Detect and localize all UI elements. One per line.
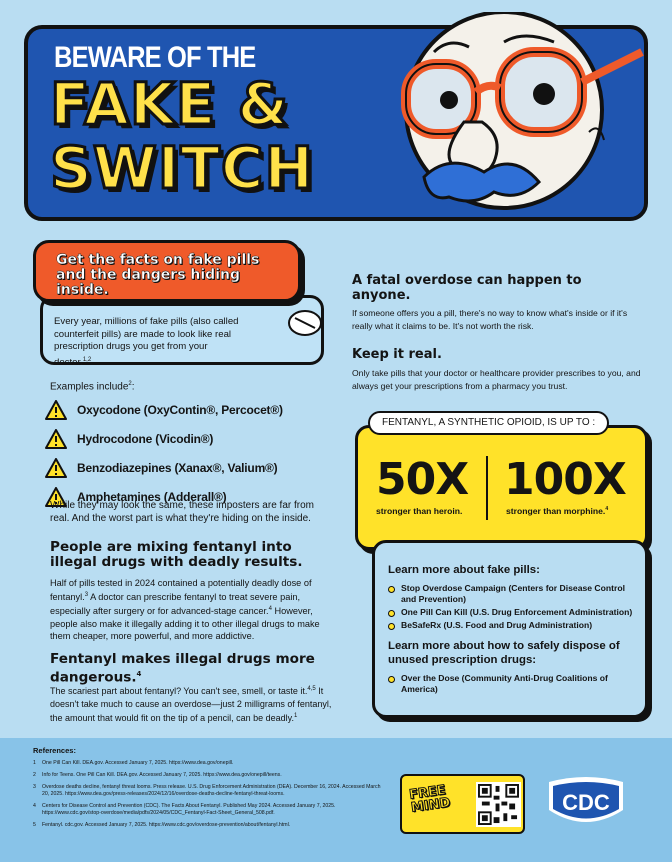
free-mind-logo: [400, 774, 525, 834]
disposal-resources: [388, 673, 633, 695]
fake-heading: FAKE &: [50, 70, 290, 138]
references-list: [33, 760, 383, 834]
fentanyl-strength-box: [355, 425, 648, 550]
disguised-pill-face-illustration: [354, 12, 644, 222]
examples-label: Examples include$^2$:: [50, 381, 135, 393]
learn-disposal-heading: Learn more about how to safely dispose of unused prescription drugs:: [388, 640, 620, 666]
reference-item: 4 Centers for Disease Control and Prevention (CDC). The Facts About Fentanyl. Published May 2024. Accessed January 7, 2025. https://www.cdc.gov/stop-overdose/media/pdfs/2024/05/CDC_Fentanyl-Fact-Sheet_General_508.pdf.: [33, 803, 336, 816]
keep-real-text: Only take pills that your doctor or healthcare provider prescribes to you, and always get your prescriptions from a pharmacy you trust.: [352, 368, 641, 391]
learn-fake-pills-heading: Learn more about fake pills:: [388, 564, 540, 576]
learn-more-box: [372, 540, 648, 718]
warning-icon: [45, 458, 67, 478]
mixing-heading: People are mixing fentanyl into illegal drugs with deadly results.: [50, 539, 303, 570]
example-drug: Benzodiazepines (Xanax®, Valium®): [77, 460, 278, 475]
examples-list: [45, 395, 283, 511]
morphine-label: stronger than morphine.$^4$: [506, 506, 609, 516]
resource-link[interactable]: Over the Dose (Community Anti-Drug Coalitions of America): [388, 673, 633, 695]
cdc-logo-text: CDC: [562, 790, 610, 815]
imposter-text: While they may look the same, these imposters are far from real. And the worst part is what they're hiding on the inside.: [50, 500, 314, 524]
fentanyl-strength-tag: FENTANYL, A SYNTHETIC OPIOID, IS UP TO :: [368, 411, 609, 435]
dangerous-text: The scariest part about fentanyl? You can't see, smell, or taste it.$^{4,5}$ It doesn't take much to cause an overdose—just 2 milligrams of fentanyl, the amount that would fit on the tip of a pencil, can be deadly.$^1$: [50, 686, 332, 723]
keep-real-heading: Keep it real.: [352, 347, 442, 362]
fake-pills-resources: [388, 583, 633, 631]
footer: [0, 738, 672, 862]
heroin-label: stronger than heroin.: [376, 506, 463, 516]
divider: [486, 456, 488, 520]
list-item: [45, 453, 283, 482]
beware-heading: BEWARE OF THE: [54, 41, 256, 74]
reference-item: 1 One Pill Can Kill. DEA.gov. Accessed January 7, 2025. https://www.dea.gov/onepill.: [33, 760, 234, 766]
resource-link[interactable]: One Pill Can Kill (U.S. Drug Enforcement Administration): [388, 607, 633, 618]
heroin-multiplier: 50X: [376, 454, 469, 505]
example-drug: Oxycodone (OxyContin®, Percocet®): [77, 402, 283, 417]
reference-item: 5 Fentanyl. cdc.gov. Accessed January 7, 2025. https://www.cdc.gov/overdose-prevention/about/fentanyl.html.: [33, 822, 291, 828]
resource-link[interactable]: BeSafeRx (U.S. Food and Drug Administration): [388, 620, 633, 631]
pill-icon: [287, 308, 323, 338]
facts-callout-title: Get the facts on fake pills and the dangers hiding inside.: [56, 252, 260, 298]
facts-callout: [33, 240, 301, 302]
dangerous-heading: Fentanyl makes illegal drugs more dangerous.$^4$: [50, 651, 315, 686]
fatal-text: If someone offers you a pill, there's no way to know what's inside or if it's really what it claims to be. It's not worth the risk.: [352, 308, 628, 331]
morphine-multiplier: 100X: [504, 454, 626, 505]
fatal-heading: A fatal overdose can happen to anyone.: [352, 273, 582, 303]
reference-item: 3 Overdose deaths decline, fentanyl threat looms. Press release. U.S. Drug Enforcement Administration (DEA). December 16, 2024. Accessed March 20, 2025. https://www.dea.gov/press-releases/2024/12/16/overdose-deaths-decline-fentanyl-threat-looms.: [33, 784, 381, 797]
warning-icon: [45, 400, 67, 420]
cdc-logo: [545, 776, 627, 832]
switch-heading: SWITCH: [50, 134, 314, 202]
list-item: [45, 424, 283, 453]
example-drug: Hydrocodone (Vicodin®): [77, 431, 214, 446]
free-mind-wordmark: FREE MIND: [408, 782, 452, 816]
reference-item: 2 Info for Teens. One Pill Can Kill. DEA.gov. Accessed January 7, 2025. https://www.dea.gov/onepill/teens.: [33, 772, 282, 778]
qr-code-icon[interactable]: [476, 782, 521, 827]
example-drug: Amphetamines (Adderall®): [77, 489, 227, 504]
fake-pills-info-box: [40, 295, 324, 368]
list-item: [45, 395, 283, 424]
mixing-text: Half of pills tested in 2024 contained a potentially deadly dose of fentanyl.$^3$ A doctor can prescribe fentanyl to treat severe pain, especially after surgery or for advanced-stage cancer.$^4$ However, people also make it illegally adding it to other illegal drugs to make them cheaper, more powerful, and more addictive.: [50, 578, 320, 641]
warning-icon: [45, 429, 67, 449]
references-heading: References:: [33, 746, 76, 755]
fake-pills-text: Every year, millions of fake pills (also called counterfeit pills) are made to look like real prescription drugs you get from your doctor.$^{1,2}$: [54, 316, 239, 368]
resource-link[interactable]: Stop Overdose Campaign (Centers for Disease Control and Prevention): [388, 583, 633, 605]
